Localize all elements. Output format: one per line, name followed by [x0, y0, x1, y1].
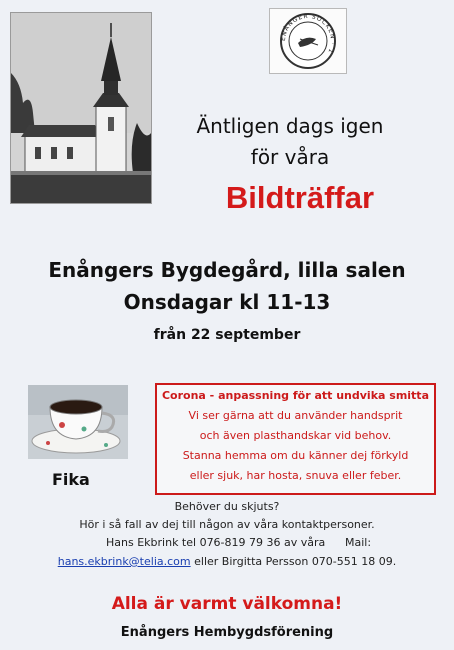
intro-line-1: Äntligen dags igen [196, 114, 384, 138]
parish-seal-logo [269, 8, 347, 74]
contact-email-line [0, 555, 454, 568]
intro-line-2: för våra [250, 145, 330, 169]
mail-label: Mail: [345, 536, 372, 549]
event-title: Bildträffar [225, 180, 375, 215]
contact-instruction: Hör i så fall av dej till någon av våra kontaktpersoner. [79, 518, 375, 531]
contact-alt-person: eller Birgitta Persson 070-551 18 09. [190, 555, 397, 568]
corona-line-3: Stanna hemma om du känner dej förkyld [182, 449, 409, 462]
event-time: Onsdagar kl 11-13 [123, 290, 331, 314]
corona-heading: Corona - anpassning för att undvika smitta [161, 389, 429, 402]
organization-name: Enångers Hembygdsförening [120, 625, 334, 640]
event-place: Enångers Bygdegård, lilla salen [48, 258, 406, 282]
contact-question: Behöver du skjuts? [174, 500, 280, 513]
coffee-cup-photo [28, 385, 128, 459]
corona-notice [155, 383, 436, 495]
email-link[interactable]: hans.ekbrink@telia.com [57, 555, 191, 568]
corona-line-4: eller sjuk, har hosta, snuva eller feber. [189, 469, 402, 482]
fika-label: Fika [52, 470, 90, 489]
welcome-text: Alla är varmt välkomna! [111, 594, 343, 614]
church-photo [10, 12, 152, 204]
corona-line-1: Vi ser gärna att du använder handsprit [188, 409, 403, 422]
svg-text:ENÅNGER SOCKEN · 1: ENÅNGER SOCKEN · 1 [279, 12, 337, 55]
corona-line-2: och även plasthandskar vid behov. [199, 429, 392, 442]
contact-phone-text: Hans Ekbrink tel 076-819 79 36 av våra [106, 536, 326, 549]
event-start-date: från 22 september [153, 327, 301, 343]
